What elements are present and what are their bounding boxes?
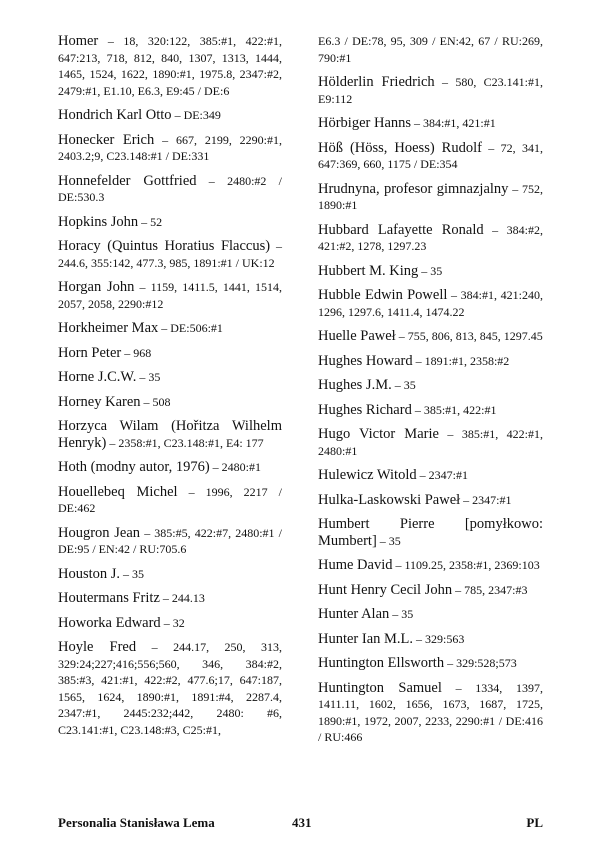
index-entry <box>58 279 282 312</box>
entry-references: – 2358:#1, C23.148:#1, E4: 177 <box>109 435 264 450</box>
entry-references: – 1891:#1, 2358:#2 <box>415 353 510 368</box>
entry-name: Hulewicz Witold <box>318 467 417 483</box>
entry-references: – 1334, 1397, 1411.11, 1602, 1656, 1673, 1687, 1725, 1890:#1, 1972, 2007, 2233, 2290:#1 / DE:416 / RU:466 <box>318 680 543 744</box>
index-entry <box>318 680 543 746</box>
entry-references: – 1996, 2217 / DE:462 <box>58 484 282 515</box>
entry-name: Hulka-Laskowski Paweł <box>318 491 461 508</box>
entry-references: – 580, C23.141:#1, E9:112 <box>318 75 543 106</box>
entry-name: Hunt Henry Cecil John <box>318 581 453 598</box>
entry-name: Hougron Jean <box>58 524 141 541</box>
entry-references: – 72, 341, 647:369, 660, 1175 / DE:354 <box>318 140 544 171</box>
entry-name: Hunter Ian M.L. <box>318 630 414 647</box>
index-entry <box>318 353 543 370</box>
index-entry <box>58 459 282 476</box>
entry-references: – 244.17, 250, 313, 329:24;227;416;556;560, 346, 384:#2, 385:#3, 421:#1, 422:#2, 477.6;17, 647:187, 1565, 1624, 1890:#1, 1891:#4, 2287.4, 2347:#1, 2445:232;442, 2480: #6, C23.141:#1, C23.148:#3, C25:#1, <box>58 640 283 737</box>
entry-references: – 385:#1, 422:#1, 2480:#1 <box>318 427 543 458</box>
entry-name: Horgan John <box>58 279 135 295</box>
entry-references: – DE:349 <box>174 108 221 122</box>
entry-references: – 2480:#2 / DE:530.3 <box>58 173 283 204</box>
index-entry <box>318 557 543 574</box>
index-entry <box>318 328 543 345</box>
entry-name: Horkheimer Max <box>58 320 159 336</box>
index-entry <box>318 263 543 280</box>
index-entry <box>58 33 282 99</box>
entry-references: – DE:506:#1 <box>161 321 223 335</box>
entry-name: Hoth (modny autor, 1976) <box>58 459 210 475</box>
entry-references: E6.3 / DE:78, 95, 309 / EN:42, 67 / RU:269, 790:#1 <box>318 34 543 65</box>
entry-name: Hörbiger Hanns <box>318 115 412 131</box>
entry-name: Horne J.C.W. <box>58 369 137 385</box>
entry-references: – 18, 320:122, 385:#1, 422:#1, 647:213, 718, 812, 840, 1307, 1313, 1444, 1465, 1524, 1622, 1890:#1, 1975.8, 2347:#2, 2479:#1, E1.10, E6.3, E9:45 / DE:6 <box>58 34 282 98</box>
index-entry <box>58 238 282 271</box>
index-entry <box>58 639 282 738</box>
entry-references: – 1159, 1411.5, 1441, 1514, 2057, 2058, 2290:#12 <box>58 280 283 311</box>
entry-references: – 968 <box>124 345 152 360</box>
entry-references: – 244.6, 355:142, 477.3, 985, 1891:#1 / UK:12 <box>58 239 283 270</box>
index-entry <box>318 492 543 509</box>
entry-references: – 35 <box>394 378 416 392</box>
entry-name: Houellebeq Michel <box>58 483 178 500</box>
entry-references: – 667, 2199, 2290:#1, 2403.2;9, C23.148:#1 / DE:331 <box>58 132 283 163</box>
entry-references: – 32 <box>163 615 185 630</box>
entry-references: – 508 <box>143 394 171 409</box>
page-number: 431 <box>292 815 312 830</box>
entry-name: Horzyca Wilam (Hořitza Wilhelm Henryk) <box>58 418 282 451</box>
entry-name: Hugo Victor Marie <box>318 426 439 442</box>
index-entry <box>58 484 282 517</box>
index-entry <box>58 566 282 583</box>
entry-name: Hubbert M. King <box>318 262 419 279</box>
entry-references: – 1109.25, 2358:#1, 2369:103 <box>395 558 540 572</box>
entry-name: Horacy (Quintus Horatius Flaccus) <box>58 238 271 254</box>
entry-name: Hughes J.M. <box>318 377 392 393</box>
entry-references: – 384:#2, 421:#2, 1278, 1297.23 <box>318 222 544 253</box>
index-entry <box>58 173 282 206</box>
entry-name: Horney Karen <box>58 393 141 410</box>
entry-references: – 35 <box>392 607 414 621</box>
index-entry <box>318 140 543 173</box>
index-entry <box>318 181 543 214</box>
entry-name: Höß (Höss, Hoess) Rudolf <box>318 139 482 156</box>
index-entry <box>318 426 543 459</box>
index-entry <box>318 115 543 132</box>
entry-name: Howorka Edward <box>58 614 161 631</box>
entry-name: Hunter Alan <box>318 606 390 622</box>
entry-name: Hrudnyna, profesor gimnazjalny <box>318 180 509 197</box>
index-entry <box>318 655 543 672</box>
index-entry <box>318 222 543 255</box>
entry-name: Honecker Erich <box>58 131 155 148</box>
index-entry <box>318 377 543 394</box>
index-entry <box>58 320 282 337</box>
entry-references: – 52 <box>141 214 163 229</box>
footer-language: PL <box>526 815 543 830</box>
index-entry <box>58 394 282 411</box>
index-entry <box>58 418 282 451</box>
entry-references: – 385:#5, 422:#7, 2480:#1 / DE:95 / EN:42 / RU:705.6 <box>58 525 282 556</box>
entry-name: Homer <box>58 33 99 49</box>
entry-references: – 755, 806, 813, 845, 1297.45 <box>398 329 543 343</box>
entry-name: Houtermans Fritz <box>58 590 160 606</box>
entry-references: – 384:#1, 421:#1 <box>414 116 496 130</box>
entry-references: – 2480:#1 <box>212 460 261 474</box>
index-entry <box>318 74 543 107</box>
entry-name: Hume David <box>318 557 393 573</box>
index-entry <box>318 582 543 599</box>
index-entry <box>318 516 543 549</box>
entry-name: Hughes Howard <box>318 352 413 369</box>
entry-name: Humbert Pierre [pomyłkowo: Mumbert] <box>318 516 543 549</box>
entry-name: Huntington Samuel <box>318 679 442 696</box>
entry-references: – 329:563 <box>416 631 465 646</box>
entry-references: – 2347:#1 <box>419 468 468 482</box>
index-entry <box>58 107 282 124</box>
entry-name: Hubble Edwin Powell <box>318 287 448 303</box>
entry-references: – 244.13 <box>162 591 205 605</box>
index-entry <box>58 132 282 165</box>
entry-name: Hopkins John <box>58 213 139 230</box>
entry-name: Houston J. <box>58 565 121 582</box>
entry-references: – 2347:#1 <box>463 492 512 507</box>
entry-references: – 35 <box>379 533 401 548</box>
index-entry <box>318 606 543 623</box>
footer-title: Personalia Stanisława Lema <box>58 815 215 830</box>
entry-name: Hölderlin Friedrich <box>318 74 435 90</box>
entry-references: – 752, 1890:#1 <box>318 181 544 212</box>
index-entry <box>318 33 543 66</box>
entry-name: Huelle Paweł <box>318 328 396 344</box>
entry-name: Horn Peter <box>58 344 122 361</box>
entry-references: – 785, 2347:#3 <box>455 582 528 597</box>
index-entry <box>318 287 543 320</box>
index-entry <box>318 467 543 484</box>
entry-name: Hubbard Lafayette Ronald <box>318 221 484 238</box>
index-entry <box>58 214 282 231</box>
entry-references: – 35 <box>139 370 161 384</box>
index-entry <box>318 631 543 648</box>
entry-name: Hughes Richard <box>318 401 412 418</box>
index-entry <box>58 615 282 632</box>
index-entry <box>318 402 543 419</box>
entry-name: Hoyle Fred <box>58 639 137 655</box>
left-column <box>58 33 282 746</box>
entry-references: – 329:528;573 <box>447 656 517 670</box>
entry-references: – 35 <box>421 263 443 278</box>
right-column <box>318 33 543 754</box>
index-entry <box>58 525 282 558</box>
entry-references: – 385:#1, 422:#1 <box>414 402 497 417</box>
index-entry <box>58 369 282 386</box>
index-entry <box>58 590 282 607</box>
entry-name: Honnefelder Gottfried <box>58 172 197 189</box>
entry-references: – 35 <box>123 566 145 581</box>
entry-name: Hondrich Karl Otto <box>58 107 172 123</box>
entry-name: Huntington Ellsworth <box>318 655 445 671</box>
index-entry <box>58 345 282 362</box>
entry-references: – 384:#1, 421:240, 1296, 1297.6, 1411.4, 1474.22 <box>318 288 543 319</box>
